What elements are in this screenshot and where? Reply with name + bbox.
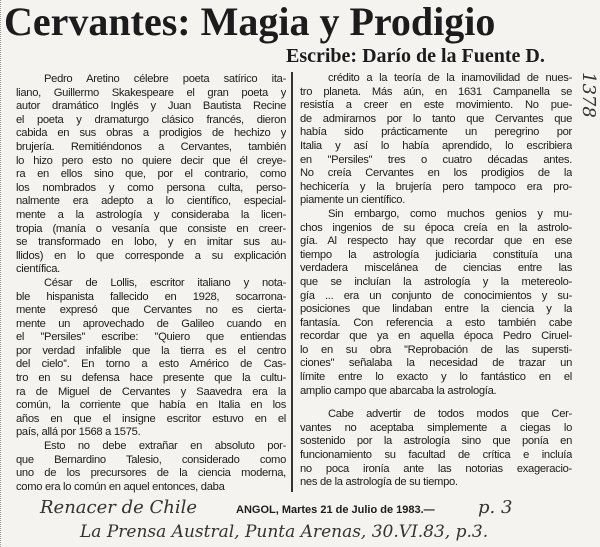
text-line: que Bernardino Talesio, considerado como (16, 453, 286, 466)
text-line: tro en su defensa hace presente que la cultu- (16, 372, 286, 385)
text-line: lo en su obra ''Reprobación de las supersti- (300, 343, 572, 356)
text-line: mente expresó que Cervantes no es cierta- (16, 304, 286, 317)
text-line: como era lo común en aquel entonces, daba (16, 480, 225, 493)
text-line: uno de los precursores de la ciencia moderna, (16, 467, 286, 480)
right-column (300, 72, 572, 490)
handwritten-page: p. 3 (478, 497, 513, 518)
text-line: científica. (16, 263, 60, 276)
text-line: piamente un científico. (300, 194, 406, 207)
text-line: autor dramático Inglés y Juan Bautista Recine (16, 100, 286, 113)
text-line: país, allá por 1568 a 1575. (16, 426, 141, 439)
text-line: No creía Cervantes en los prodigios de la (300, 167, 572, 180)
text-line: ciones'' señalaba la necesidad de trazar un (300, 357, 572, 370)
text-line: brujería. Remitiéndonos a Cervantes, también (16, 140, 286, 153)
text-line: posiciones que lindaban entre la ciencia y la (300, 303, 572, 316)
handwritten-source-2: La Prensa Austral, Punta Arenas, 30.VI.83, p.3. (80, 522, 489, 542)
text-line: Sin embargo, como muchos genios y mu- (328, 207, 572, 220)
text-line: César de Lollis, escritor italiano y nota- (44, 276, 286, 289)
text-line: resistía a creer en este movimiento. No pue- (300, 99, 572, 112)
text-line: Esto no debe extrañar en absoluto por- (44, 440, 286, 453)
text-line: nalmente era adepto a lo científico, especial- (16, 195, 286, 208)
text-line: mente un aprovechado de Galileo cuando en (16, 317, 286, 330)
left-column (16, 73, 286, 494)
text-line: recordar que ya en aquella época Pedro Ciruel- (300, 330, 572, 343)
paragraph-gap (300, 398, 572, 408)
text-line: mente a la astrología y consideraba la licen- (16, 208, 286, 221)
text-line: el poeta y dramaturgo clásico francés, dieron (16, 113, 286, 126)
text-line: ra de Miguel de Cervantes y Saavedra era la (16, 385, 286, 398)
text-line: el ''Persiles'' escribe: ''Quiero que entiendas (16, 331, 286, 344)
handwritten-source: Renacer de Chile (40, 497, 198, 518)
text-line: liano, Guillermo Skakespeare el gran poeta y (16, 86, 286, 99)
article-byline: Escribe: Darío de la Fuente D. (286, 45, 545, 67)
text-line: que se incluían la astrología y la metereolo- (300, 275, 572, 288)
column-divider (291, 72, 293, 492)
text-line: en ''Persiles'' tres o cuatro décadas antes. (300, 153, 572, 166)
text-line: tropia (manía o vesanía que consiste en creer- (16, 222, 286, 235)
text-line: crédito a la teoría de la inamovilidad de nues- (328, 72, 572, 84)
text-line: hechicería y la brujería pero tampoco era pro- (300, 180, 572, 193)
text-line: cabida en sus obras a prodigios de hechizo y (16, 127, 286, 140)
text-line: años en que el insigne escritor estuvo en el (16, 412, 286, 425)
text-line: llidos) en lo que corresponde a su explicación (16, 249, 286, 262)
text-line: común, la corriente que había en Italia en los (16, 399, 286, 412)
text-line: había sido prácticamente un peregrino por (300, 126, 572, 139)
text-line: nes de la astrología de su tiempo. (300, 476, 458, 489)
article-title: Cervantes: Magia y Prodigio (4, 0, 496, 44)
text-line: gía. Al respecto hay que recordar que en ese (300, 235, 572, 248)
text-line: no poca ironía ante las notorias exageracio- (300, 462, 572, 475)
text-line: Pedro Aretino célebre poeta satírico ita- (44, 73, 286, 85)
text-line: vantes no aceptaba simplemente a ciegas lo (300, 421, 572, 434)
text-line: ra en ellos sino que, por el contrario, como (16, 168, 286, 181)
text-line: del cielo''. En torno a esto Américo de Cas- (16, 358, 286, 371)
text-line: verdadera miscelánea de ciencias entre las (300, 262, 572, 275)
text-line: se transformado en lobo, y en imitar sus au- (16, 236, 286, 249)
handwritten-margin-note: 1378 (578, 72, 599, 118)
text-line: funcionamiento su facultad de crítica e incluía (300, 449, 572, 462)
text-line: tiempo la astrología judiciaria constituía una (300, 248, 572, 261)
text-line: chos ingenios de su época creía en la astrolo- (300, 221, 572, 234)
text-line: lo hizo pero esto no quiere decir que él creye- (16, 154, 286, 167)
text-line: de admirarnos por lo tanto que Cervantes que (300, 112, 572, 125)
text-line: fantasía. Con referencia a esto también cabe (300, 316, 572, 329)
text-line: límite entre lo exacto y lo fantástico en el (300, 371, 572, 384)
text-line: por verdad infalible que la tierra es el centro (16, 344, 286, 357)
dateline: ANGOL, Martes 21 de Julio de 1983.— (236, 504, 435, 516)
text-line: amplio campo que abarcaba la astrología. (300, 384, 497, 397)
text-line: ble hispanista fallecido en 1928, socarrona- (16, 290, 286, 303)
text-line: Italia y así lo había aprendido, lo escribiera (300, 139, 572, 152)
text-line: Cabe advertir de todos modos que Cer- (328, 408, 572, 421)
text-line: gía ... era un conjunto de conocimientos y su- (300, 289, 572, 302)
text-line: los nombrados y como persona culta, perso- (16, 181, 286, 194)
clipping-edge (0, 0, 3, 547)
text-line: sostenido por la astrología sino que ponía en (300, 435, 572, 448)
text-line: tro planeta. Más aún, en 1631 Campanella se (300, 85, 572, 98)
